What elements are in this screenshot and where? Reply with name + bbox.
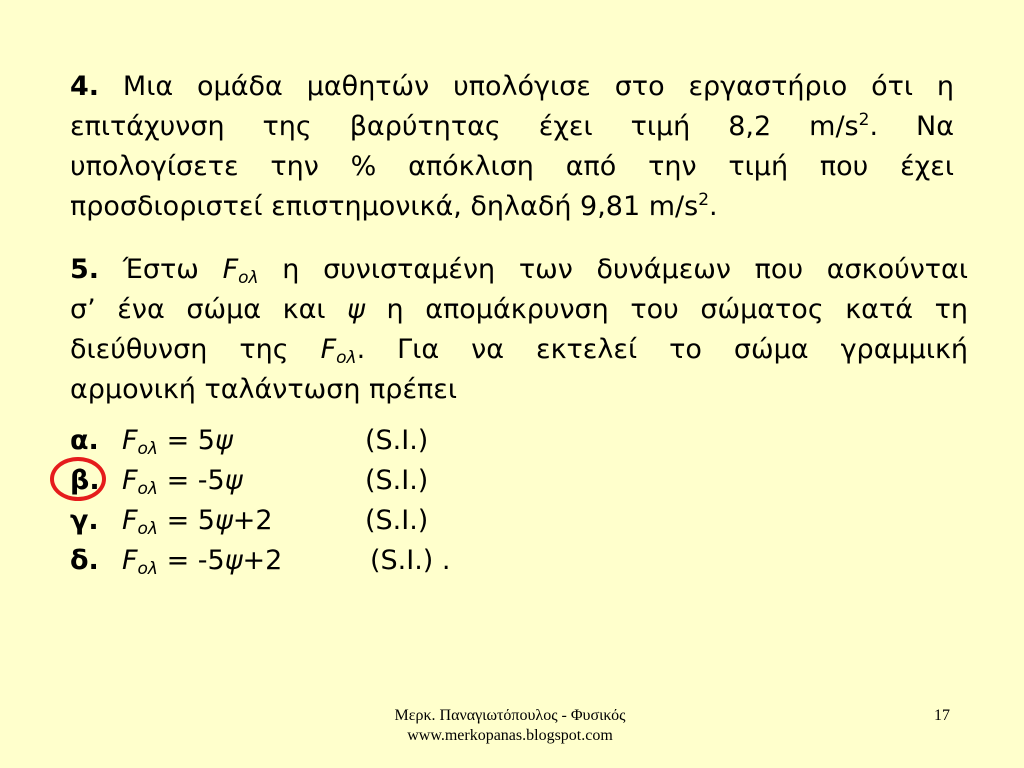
question-4-line-1: 4. Μια ομάδα μαθητών υπολόγισε στο εργαστήριο ότι η <box>70 71 954 102</box>
option-c-letter: γ. <box>70 505 99 536</box>
option-c-formula: $F_{o\lambda} = 5\psi+2$ <box>122 505 273 539</box>
question-4 <box>70 67 954 227</box>
footer <box>300 706 720 746</box>
selected-answer-circle <box>50 457 106 501</box>
option-c-unit: (S.I.) <box>365 505 429 536</box>
question-4-number: 4. <box>70 71 100 102</box>
option-a-letter: α. <box>70 425 99 456</box>
question-4-line-4: προσδιοριστεί επιστημονικά, δηλαδή 9,81 $m/s^2$. <box>70 190 718 222</box>
question-5-line-2: σ’ ένα σώμα και ψ η απομάκρυνση του σώματος κατά τη <box>70 294 968 325</box>
question-5-line-4: αρμονική ταλάντωση πρέπει <box>70 374 458 405</box>
page-number: 17 <box>934 707 950 724</box>
option-d-unit: (S.I.) . <box>370 545 451 576</box>
question-5-line-3: διεύθυνση της $F_{o\lambda}$. Για να εκτελεί το σώμα γραμμική <box>70 334 968 368</box>
question-4-line-2: επιτάχυνση της βαρύτητας έχει τιμή 8,2 $m/s^2$. Να <box>70 110 954 142</box>
option-d-letter: δ. <box>70 545 99 576</box>
question-5-line-1: 5. Έστω $F_{o\lambda}$ η συνισταμένη των δυνάμεων που ασκούνται <box>70 254 968 288</box>
footer-website[interactable]: www.merkopanas.blogspot.com <box>407 727 613 744</box>
option-b-letter: β. <box>70 465 100 496</box>
footer-author: Μερκ. Παναγιωτόπουλος - Φυσικός <box>394 707 626 724</box>
question-5-number: 5. <box>70 254 100 285</box>
option-a-unit: (S.I.) <box>365 425 429 456</box>
option-d-formula: $F_{o\lambda} = -5\psi+2$ <box>122 545 283 579</box>
question-5 <box>70 250 968 410</box>
option-b-formula: $F_{o\lambda} = -5\psi$ <box>122 465 243 499</box>
option-b-unit: (S.I.) <box>365 465 429 496</box>
question-4-line-3: υπολογίσετε την % απόκλιση από την τιμή που έχει <box>70 151 954 182</box>
option-a-formula: $F_{o\lambda} = 5\psi$ <box>122 425 233 459</box>
